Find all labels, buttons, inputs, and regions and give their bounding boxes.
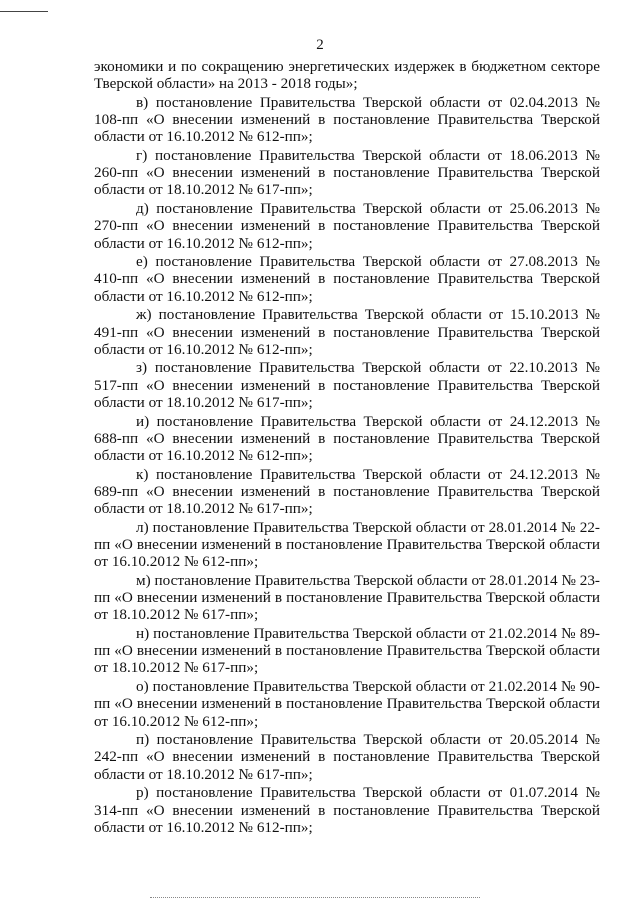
list-item: е) постановление Правительства Тверской области от 27.08.2013 № 410-пп «О внесении изменений в постановление Правительства Тверской области от 16.10.2012 № 612-пп»;	[94, 253, 600, 305]
intro-paragraph: экономики и по сокращению энергетических издержек в бюджетном секторе Тверской области» на 2013 - 2018 годы»;	[94, 58, 600, 93]
scan-artifact-line	[150, 897, 480, 898]
list-item: к) постановление Правительства Тверской области от 24.12.2013 № 689-пп «О внесении изменений в постановление Правительства Тверской области от 18.10.2012 № 617-пп»;	[94, 465, 600, 518]
list-item: н) постановление Правительства Тверской области от 21.02.2014 № 89-пп «О внесении изменений в постановление Правительства Тверской области от 18.10.2012 № 617-пп»;	[94, 625, 600, 677]
list-item: г) постановление Правительства Тверской области от 18.06.2013 № 260-пп «О внесении изменений в постановление Правительства Тверской области от 18.10.2012 № 617-пп»;	[94, 147, 600, 199]
list-item: и) постановление Правительства Тверской области от 24.12.2013 № 688-пп «О внесении изменений в постановление Правительства Тверской области от 16.10.2012 № 612-пп»;	[94, 412, 600, 464]
list-item: д) постановление Правительства Тверской области от 25.06.2013 № 270-пп «О внесении изменений в постановление Правительства Тверской области от 16.10.2012 № 612-пп»;	[94, 200, 600, 252]
list-item: з) постановление Правительства Тверской области от 22.10.2013 № 517-пп «О внесении изменений в постановление Правительства Тверской области от 18.10.2012 № 617-пп»;	[94, 359, 600, 411]
list-item: п) постановление Правительства Тверской области от 20.05.2014 № 242-пп «О внесении изменений в постановление Правительства Тверской области от 18.10.2012 № 617-пп»;	[94, 731, 600, 783]
list-item: в) постановление Правительства Тверской области от 02.04.2013 № 108-пп «О внесении изменений в постановление Правительства Тверской области от 16.10.2012 № 612-пп»;	[94, 93, 600, 146]
list-item: р) постановление Правительства Тверской области от 01.07.2014 № 314-пп «О внесении изменений в постановление Правительства Тверской области от 16.10.2012 № 612-пп»;	[94, 784, 600, 836]
list-item: л) постановление Правительства Тверской области от 28.01.2014 № 22-пп «О внесении изменений в постановление Правительства Тверской области от 16.10.2012 № 612-пп»;	[94, 518, 600, 571]
top-rule	[0, 11, 48, 12]
list-item: ж) постановление Правительства Тверской области от 15.10.2013 № 491-пп «О внесении изменений в постановление Правительства Тверской области от 16.10.2012 № 612-пп»;	[94, 306, 600, 358]
page-number: 2	[316, 37, 324, 53]
list-item: о) постановление Правительства Тверской области от 21.02.2014 № 90-пп «О внесении изменений в постановление Правительства Тверской области от 16.10.2012 № 612-пп»;	[94, 678, 600, 730]
document-body	[94, 58, 600, 837]
list-item: м) постановление Правительства Тверской области от 28.01.2014 № 23-пп «О внесении изменений в постановление Правительства Тверской области от 18.10.2012 № 617-пп»;	[94, 571, 600, 624]
